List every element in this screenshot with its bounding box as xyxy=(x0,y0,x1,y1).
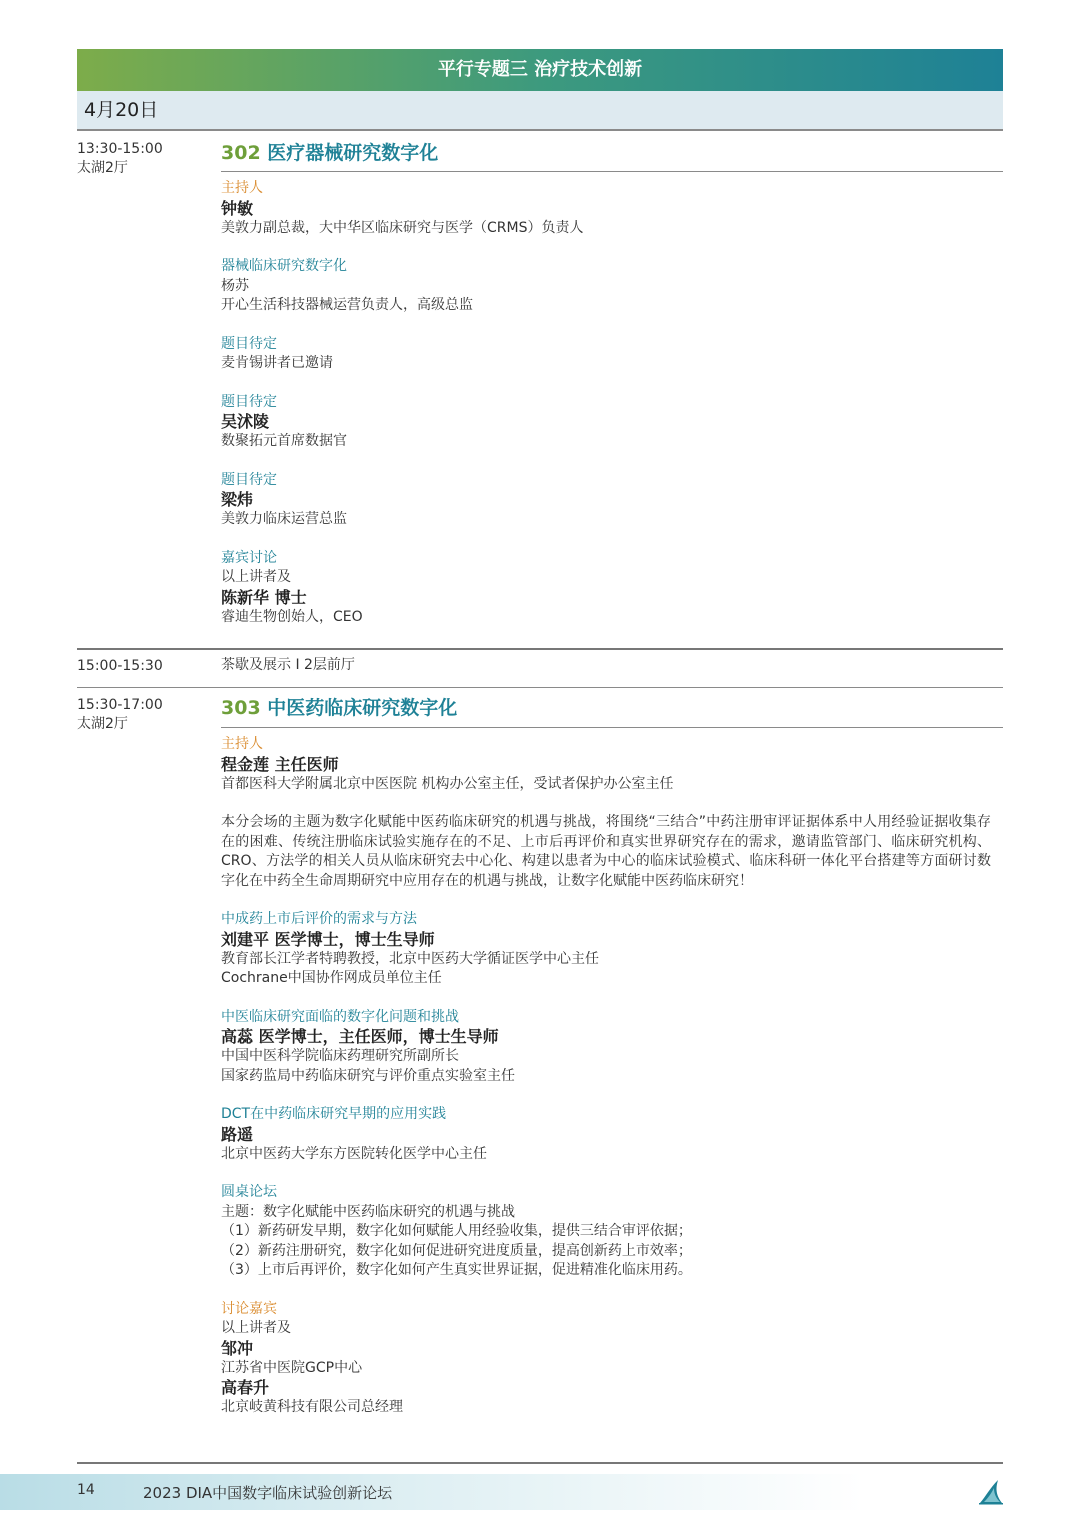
title-underline xyxy=(221,727,1003,728)
talk-speaker: 刘建平 医学博士，博士生导师 xyxy=(221,929,435,949)
divider xyxy=(77,687,1003,688)
roundtable-item: （1）新药研发早期，数字化如何赋能人用经验收集，提供三结合审评依据； xyxy=(221,1223,692,1239)
panel-name: 陈新华 博士 xyxy=(221,587,307,607)
guest-name: 高春升 xyxy=(221,1378,270,1397)
talk-affiliation: 教育部长江学者特聘教授，北京中医药大学循证医学中心主任 xyxy=(221,950,599,967)
talk-speaker: 高蕊 医学博士，主任医师，博士生导师 xyxy=(221,1027,499,1046)
talk-affiliation: 国家药监局中药临床研究与评价重点实验室主任 xyxy=(221,1067,515,1084)
discussion-label: 讨论嘉宾 xyxy=(221,1300,277,1317)
roundtable-item: （2）新药注册研究，数字化如何促进研究进度质量，提高创新药上市效率； xyxy=(221,1242,692,1259)
divider xyxy=(77,1462,1003,1464)
guest-affiliation: 北京岐黄科技有限公司总经理 xyxy=(221,1399,403,1415)
session-302-body xyxy=(221,179,996,627)
divider xyxy=(77,648,1003,650)
dia-logo-icon xyxy=(976,1476,1006,1506)
session-time: 15:30-17:00 xyxy=(77,697,163,713)
discussion-intro: 以上讲者及 xyxy=(221,1320,291,1336)
break-text: 茶歇及展示 I 2层前厅 xyxy=(221,657,355,673)
session-303-title xyxy=(221,693,457,720)
host-name: 钟敏 xyxy=(221,198,254,218)
talk-affiliation: Cochrane中国协作网成员单位主任 xyxy=(221,970,442,986)
session-description: 本分会场的主题为数字化赋能中医药临床研究的机遇与挑战，将围绕“三结合”中药注册审评证据体系中人用经验证据收集存在的困难、传统注册临床试验实施存在的不足、上市后再评价和真实世界研究存在的需求，邀请监管部门、临床研究机构、CRO、方法学的相关人员从临床研究去中心化、构建以患者为中心的临床试验模式、临床科研一体化平台搭建等方面研讨数字化在中药全生命周期研究中应用存在的机遇与挑战，让数字化赋能中医药临床研究！ xyxy=(221,814,991,889)
page-number: 14 xyxy=(77,1482,95,1498)
page-footer xyxy=(0,1474,1080,1510)
talk-speaker: 梁炜 xyxy=(221,490,254,509)
session-title-text: 中医药临床研究数字化 xyxy=(267,697,458,719)
panel-intro: 以上讲者及 xyxy=(221,569,291,585)
session-room: 太湖2厅 xyxy=(77,160,128,176)
talk-speaker: 路遥 xyxy=(221,1124,254,1144)
title-underline xyxy=(221,171,1003,172)
session-303-body xyxy=(221,735,996,1418)
session-302-time xyxy=(77,140,217,178)
host-title: 美敦力副总裁，大中华区临床研究与医学（CRMS）负责人 xyxy=(221,219,584,236)
guest-affiliation: 江苏省中医院GCP中心 xyxy=(221,1359,363,1376)
panel-label: 嘉宾讨论 xyxy=(221,549,277,566)
talk-topic: 题目待定 xyxy=(221,471,277,488)
host-name: 程金莲 主任医师 xyxy=(221,754,339,774)
session-number: 303 xyxy=(221,697,261,719)
session-303-time xyxy=(77,696,217,734)
talk-affiliation: 开心生活科技器械运营负责人，高级总监 xyxy=(221,297,473,313)
talk-speaker: 麦肯锡讲者已邀请 xyxy=(221,355,333,371)
session-room: 太湖2厅 xyxy=(77,716,128,732)
section-header: 平行专题三 治疗技术创新 xyxy=(77,49,1003,91)
talk-topic: 题目待定 xyxy=(221,393,277,410)
session-number: 302 xyxy=(221,142,261,164)
panel-affiliation: 睿迪生物创始人，CEO xyxy=(221,608,363,625)
talk-topic: DCT在中药临床研究早期的应用实践 xyxy=(221,1106,447,1122)
host-label: 主持人 xyxy=(221,180,263,196)
talk-speaker: 杨苏 xyxy=(221,277,249,294)
talk-topic: 中医临床研究面临的数字化问题和挑战 xyxy=(221,1008,459,1025)
roundtable-theme: 主题：数字化赋能中医药临床研究的机遇与挑战 xyxy=(221,1203,515,1220)
talk-topic: 中成药上市后评价的需求与方法 xyxy=(221,911,417,927)
roundtable-item: （3）上市后再评价，数字化如何产生真实世界证据，促进精准化临床用药。 xyxy=(221,1262,692,1278)
footer-title: 2023 DIA中国数字临床试验创新论坛 xyxy=(143,1484,393,1502)
roundtable-label: 圆桌论坛 xyxy=(221,1184,277,1200)
break-time: 15:00-15:30 xyxy=(77,658,163,674)
host-label: 主持人 xyxy=(221,736,263,752)
talk-affiliation: 北京中医药大学东方医院转化医学中心主任 xyxy=(221,1145,487,1162)
talk-speaker: 吴沭陵 xyxy=(221,412,270,431)
talk-affiliation: 美敦力临床运营总监 xyxy=(221,511,347,527)
talk-topic: 器械临床研究数字化 xyxy=(221,258,347,274)
guest-name: 邹冲 xyxy=(221,1338,254,1358)
date-band: 4月20日 xyxy=(77,91,1003,131)
host-title: 首都医科大学附属北京中医医院 机构办公室主任，受试者保护办公室主任 xyxy=(221,775,674,792)
talk-affiliation: 中国中医科学院临床药理研究所副所长 xyxy=(221,1048,459,1064)
talk-affiliation: 数聚拓元首席数据官 xyxy=(221,433,347,449)
session-time: 13:30-15:00 xyxy=(77,141,163,157)
session-title-text: 医疗器械研究数字化 xyxy=(267,142,439,164)
session-302-title xyxy=(221,138,438,165)
talk-topic: 题目待定 xyxy=(221,335,277,352)
